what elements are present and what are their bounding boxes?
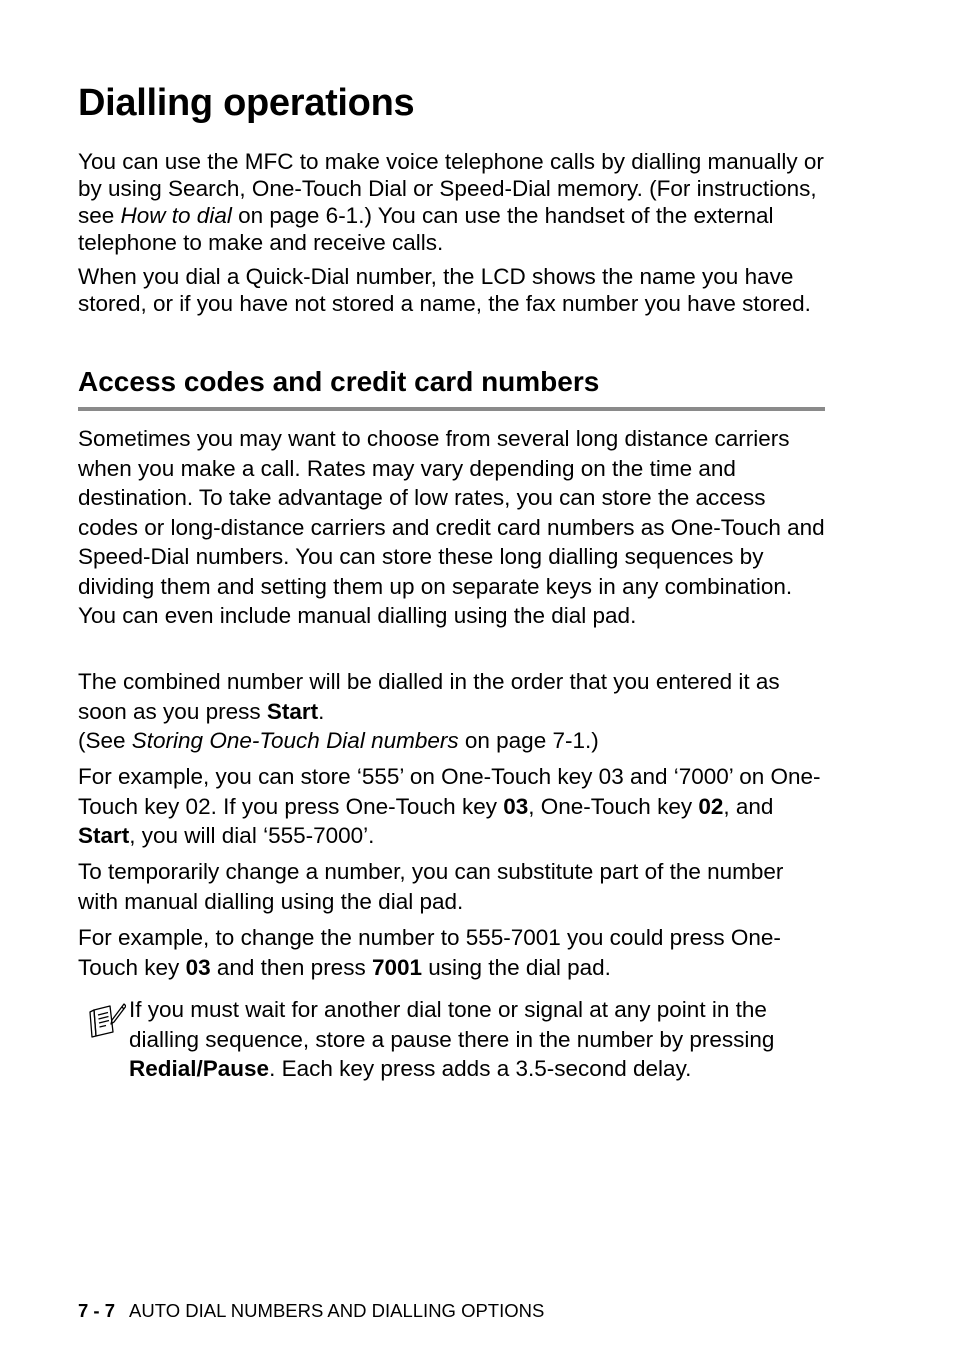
section-text: .	[318, 698, 325, 724]
key-start: Start	[266, 698, 319, 724]
page-footer	[78, 1300, 544, 1322]
section-text: For example, you can store ‘555’ on One-Touch key 03 and ‘7000’ on One-Touch key 02. If you press One-Touch key	[78, 764, 821, 819]
page-heading: Dialling operations	[78, 82, 415, 124]
section-rule	[78, 407, 825, 411]
key-redial-pause: Redial/Pause	[129, 1056, 270, 1081]
section-text: using the dial pad.	[422, 954, 611, 980]
intro-text: on page 6-1.) You can use the handset of the external telephone to make and receive calls.	[78, 203, 774, 255]
key-03: 03	[185, 954, 211, 980]
section-paragraph-4: To temporarily change a number, you can substitute part of the number with manual dialling using the dial pad.	[78, 859, 784, 914]
key-start: Start	[78, 823, 130, 848]
section-paragraph-2	[78, 667, 828, 756]
chapter-title: AUTO DIAL NUMBERS AND DIALLING OPTIONS	[129, 1300, 545, 1321]
page-number: 7 - 7	[78, 1300, 116, 1321]
section-title: Access codes and credit card numbers	[78, 366, 600, 397]
section-text: (See	[78, 728, 132, 753]
intro-text: You can use the MFC to make voice telephone calls by dialling manually or by using Search, One-Touch Dial or Speed-Dial memory. (For instructions, see	[78, 149, 824, 228]
key-02: 02	[698, 793, 724, 819]
note-text-part: If you must wait for another dial tone or signal at any point in the dialling sequence, store a pause there in the number by pressing	[129, 997, 775, 1052]
key-03: 03	[503, 793, 529, 819]
note-text	[129, 995, 829, 1084]
key-7001: 7001	[371, 954, 423, 980]
note-text-part: . Each key press adds a 3.5-second delay.	[269, 1056, 692, 1081]
note-pad-icon	[86, 1000, 126, 1040]
intro-paragraph-2: When you dial a Quick-Dial number, the LCD shows the name you have stored, or if you have not stored a name, the fax number you have stored.	[78, 264, 811, 316]
section-text: , you will dial ‘555-7000’.	[129, 823, 375, 848]
cross-reference-how-to-dial: How to dial	[120, 203, 232, 228]
section-text: The combined number will be dialled in the order that you entered it as soon as you press	[78, 669, 780, 724]
section-text: , and	[723, 793, 774, 819]
section-text: , One-Touch key	[528, 793, 699, 819]
section-text: For example, to change the number to 555-7001 you could press One-Touch key	[78, 925, 781, 980]
section-paragraph-3	[78, 762, 828, 851]
section-text: on page 7-1.)	[458, 728, 599, 753]
section-paragraph-1: Sometimes you may want to choose from several long distance carriers when you make a call. Rates may vary depending on the time and destination. To take advantage of low rates, you can store the access codes or long-distance carriers and credit card numbers as One-Touch and Speed-Dial numbers. You can store these long dialling sequences by dividing them and setting them up on separate keys in any combination. You can even include manual dialling using the dial pad.	[78, 426, 825, 628]
section-text: and then press	[210, 954, 372, 980]
intro-paragraph-1	[78, 148, 828, 256]
section-paragraph-5	[78, 923, 828, 982]
cross-reference-storing-one-touch: Storing One-Touch Dial numbers	[131, 728, 459, 753]
